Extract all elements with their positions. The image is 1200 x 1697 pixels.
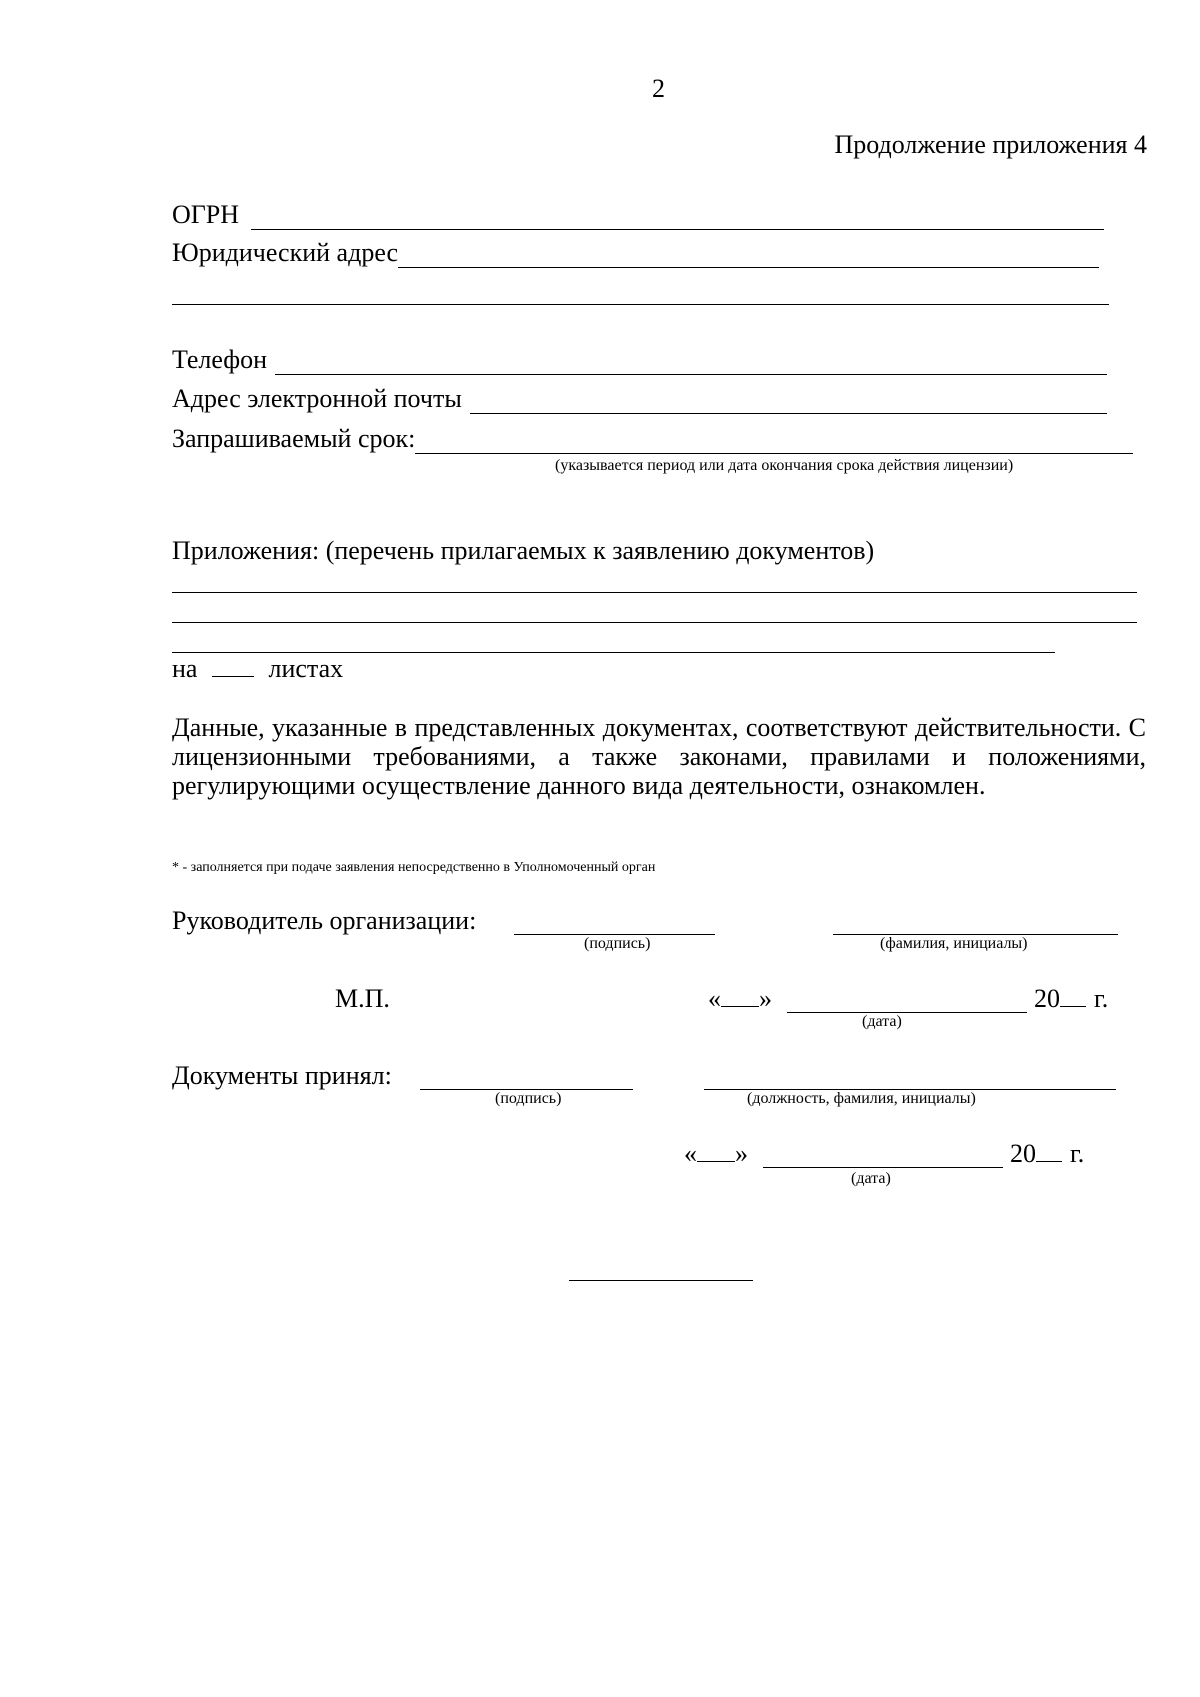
declaration-text: Данные, указанные в представленных документах, соответствуют действительности. С лицензионными требованиями, а также законами, правилами и положениями, регулирующими осуществление данного вида деятельности, ознакомлен. bbox=[172, 713, 1146, 800]
email-label: Адрес электронной почты bbox=[172, 384, 462, 413]
continuation-header: Продолжение приложения 4 bbox=[834, 130, 1147, 159]
legal-address-row bbox=[172, 238, 1099, 268]
head-date-year-field[interactable] bbox=[1060, 984, 1086, 1007]
received-date-caption: (дата) bbox=[851, 1170, 891, 1187]
head-date-caption: (дата) bbox=[862, 1013, 902, 1030]
received-date-year-suffix: г. bbox=[1070, 1139, 1085, 1168]
closing-divider bbox=[569, 1280, 753, 1281]
received-date-year-prefix: 20 bbox=[1010, 1139, 1036, 1168]
head-signature-caption: (подпись) bbox=[584, 935, 651, 952]
head-date-year-prefix: 20 bbox=[1034, 984, 1060, 1013]
received-date-year bbox=[1010, 1139, 1084, 1169]
sheets-row bbox=[172, 654, 343, 684]
phone-field[interactable] bbox=[275, 350, 1107, 375]
received-by-label: Документы принял: bbox=[172, 1061, 392, 1090]
legal-address-extra-line[interactable] bbox=[172, 304, 1109, 305]
attachments-line-3[interactable] bbox=[172, 652, 1055, 653]
legal-address-field[interactable] bbox=[398, 243, 1099, 268]
requested-term-row bbox=[172, 424, 1133, 454]
received-date-year-field[interactable] bbox=[1036, 1139, 1062, 1162]
head-date-year bbox=[1034, 984, 1108, 1014]
ogrn-row bbox=[172, 200, 1104, 230]
head-name-caption: (фамилия, инициалы) bbox=[880, 935, 1028, 952]
received-date-quote-open: « bbox=[684, 1139, 697, 1168]
sheets-prefix: на bbox=[172, 654, 198, 683]
sheets-count-field[interactable] bbox=[212, 654, 254, 677]
head-date-quote-close: » bbox=[759, 984, 772, 1013]
email-row bbox=[172, 384, 1107, 414]
legal-address-label: Юридический адрес bbox=[172, 238, 399, 267]
email-field[interactable] bbox=[470, 389, 1107, 414]
footnote: * - заполняется при подаче заявления непосредственно в Уполномоченный орган bbox=[172, 860, 656, 875]
phone-row bbox=[172, 345, 1107, 375]
head-date-day bbox=[708, 984, 772, 1014]
head-date-month-field[interactable] bbox=[787, 1012, 1027, 1013]
received-date-day-field[interactable] bbox=[697, 1139, 735, 1162]
requested-term-field[interactable] bbox=[415, 429, 1133, 454]
requested-term-label: Запрашиваемый срок: bbox=[172, 424, 416, 453]
requested-term-hint: (указывается период или дата окончания срока действия лицензии) bbox=[555, 457, 1014, 474]
ogrn-field[interactable] bbox=[251, 205, 1104, 230]
received-name-caption: (должность, фамилия, инициалы) bbox=[747, 1090, 976, 1107]
received-date-month-field[interactable] bbox=[763, 1167, 1003, 1168]
sheets-suffix: листах bbox=[268, 654, 344, 683]
head-signature-label: Руководитель организации: bbox=[172, 906, 477, 935]
attachments-line-2[interactable] bbox=[172, 622, 1137, 623]
attachments-line-1[interactable] bbox=[172, 592, 1137, 593]
head-date-year-suffix: г. bbox=[1094, 984, 1109, 1013]
received-date-day bbox=[684, 1139, 748, 1169]
attachments-title: Приложения: (перечень прилагаемых к заявлению документов) bbox=[172, 536, 875, 565]
ogrn-label: ОГРН bbox=[172, 200, 240, 229]
head-date-quote-open: « bbox=[708, 984, 721, 1013]
page-number: 2 bbox=[652, 74, 665, 103]
head-date-day-field[interactable] bbox=[721, 984, 759, 1007]
received-date-quote-close: » bbox=[735, 1139, 748, 1168]
received-signature-caption: (подпись) bbox=[495, 1090, 562, 1107]
stamp-label: М.П. bbox=[335, 984, 390, 1013]
phone-label: Телефон bbox=[172, 345, 268, 374]
